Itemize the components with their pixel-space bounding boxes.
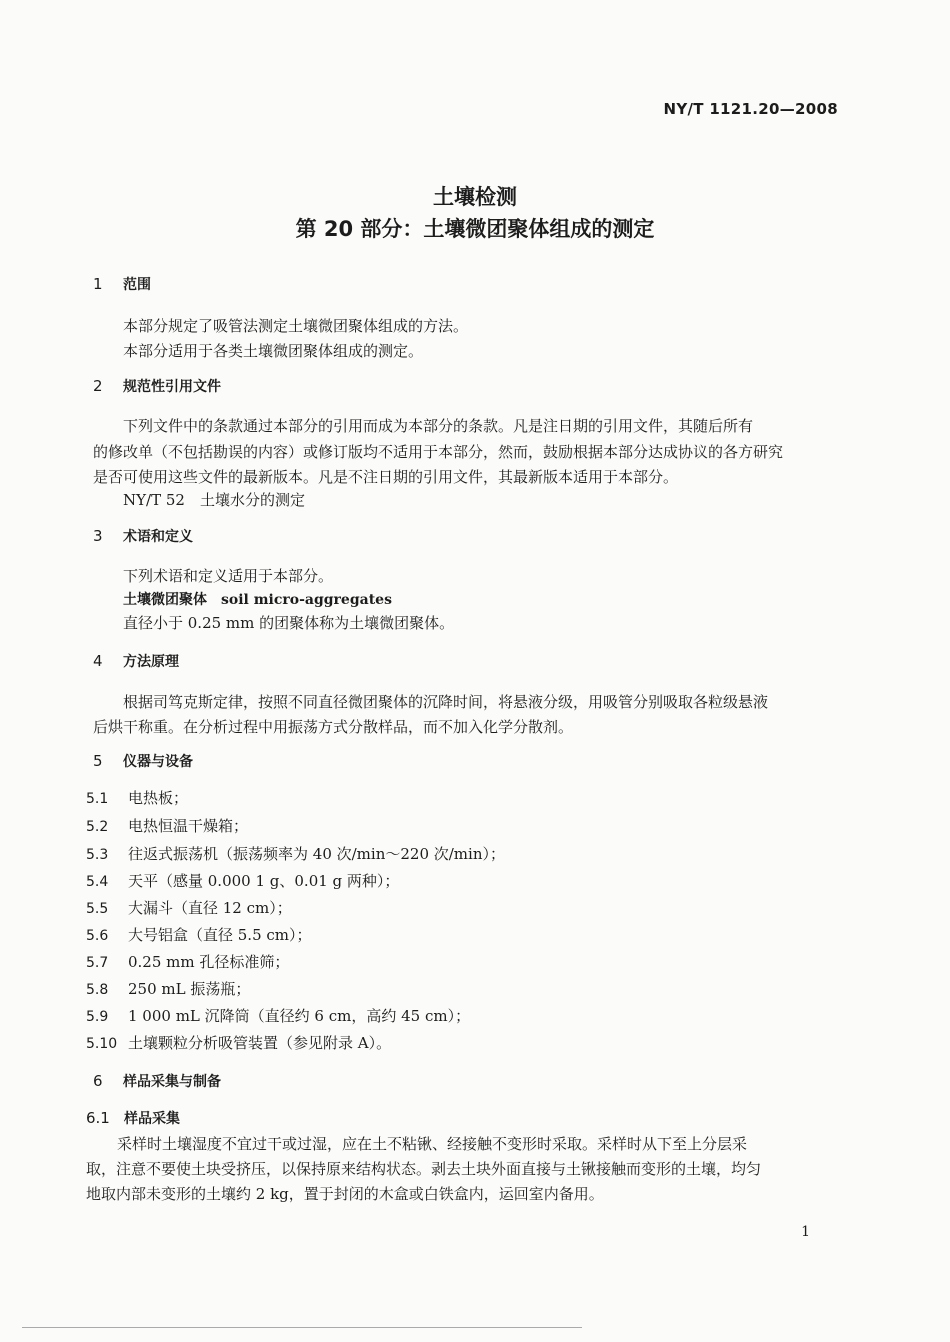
list-item — [86, 1005, 470, 1026]
section-number: 2 — [93, 377, 103, 395]
item-text: 往返式振荡机（振荡频率为 40 次/min～220 次/min）； — [128, 845, 505, 863]
section-number: 5 — [93, 752, 103, 770]
item-text: 0.25 mm 孔径标准筛； — [128, 953, 290, 971]
list-item — [86, 870, 399, 891]
item-text: 大号铝盒（直径 5.5 cm）； — [128, 926, 312, 944]
section-title: 方法原理 — [123, 654, 179, 670]
item-text: 1 000 mL 沉降筒（直径约 6 cm，高约 45 cm）； — [128, 1007, 471, 1025]
term-entry — [123, 587, 392, 612]
item-number: 5.10 — [86, 1036, 118, 1052]
item-number: 5.4 — [86, 874, 109, 890]
section-number: 6 — [93, 1072, 103, 1090]
term-chinese: 土壤微团聚体 — [123, 592, 207, 608]
section-heading-4 — [93, 651, 179, 671]
doc-subtitle: 第 20 部分：土壤微团聚体组成的测定 — [295, 217, 655, 241]
paragraph: 是否可使用这些文件的最新版本。凡是不注日期的引用文件，其最新版本适用于本部分。 — [93, 468, 679, 486]
page-number: 1 — [801, 1224, 810, 1240]
list-item — [86, 897, 292, 918]
subsection-title: 样品采集 — [124, 1111, 180, 1127]
subsection-number: 6.1 — [86, 1109, 110, 1127]
item-text: 电热板； — [128, 789, 189, 807]
item-text: 大漏斗（直径 12 cm）； — [128, 899, 292, 917]
paragraph: 根据司笃克斯定律，按照不同直径微团聚体的沉降时间，将悬液分级，用吸管分别吸取各粒级悬液 — [123, 693, 769, 711]
section-title: 范围 — [123, 277, 151, 293]
list-item — [86, 924, 312, 945]
item-number: 5.3 — [86, 847, 109, 863]
list-item — [86, 1032, 391, 1053]
subsection-heading-6-1 — [86, 1108, 180, 1128]
doc-title: 土壤检测 — [433, 185, 517, 209]
paragraph: 的修改单（不包括勘误的内容）或修订版均不适用于本部分，然而，鼓励根据本部分达成协议的各方研究 — [93, 443, 784, 461]
paragraph: 下列文件中的条款通过本部分的引用而成为本部分的条款。凡是注日期的引用文件，其随后所有 — [123, 417, 754, 435]
section-title: 样品采集与制备 — [123, 1074, 221, 1090]
section-heading-5 — [93, 751, 193, 771]
item-number: 5.5 — [86, 901, 109, 917]
item-text: 250 mL 振荡瓶； — [128, 980, 251, 998]
item-number: 5.2 — [86, 819, 109, 835]
section-title: 规范性引用文件 — [123, 379, 221, 395]
term-english: soil micro-aggregates — [221, 592, 392, 608]
footer-divider — [22, 1327, 582, 1328]
item-text: 天平（感量 0.000 1 g、0.01 g 两种）； — [128, 872, 400, 890]
section-heading-2 — [93, 376, 221, 396]
term-definition: 直径小于 0.25 mm 的团聚体称为土壤微团聚体。 — [123, 614, 455, 632]
standard-code: NY/T 1121.20—2008 — [663, 100, 838, 118]
item-number: 5.8 — [86, 982, 109, 998]
paragraph: 采样时土壤湿度不宜过干或过湿，应在土不粘锹、经接触不变形时采取。采样时从下至上分层采 — [117, 1135, 748, 1153]
section-title: 术语和定义 — [123, 529, 193, 545]
list-item — [86, 978, 250, 999]
list-item — [86, 815, 248, 836]
list-item — [86, 951, 289, 972]
section-number: 3 — [93, 527, 103, 545]
paragraph: 本部分规定了吸管法测定土壤微团聚体组成的方法。 — [123, 317, 469, 335]
section-heading-1 — [93, 274, 151, 294]
section-heading-3 — [93, 526, 193, 546]
item-number: 5.7 — [86, 955, 109, 971]
item-number: 5.6 — [86, 928, 109, 944]
paragraph: 取，注意不要使土块受挤压，以保持原来结构状态。剥去土块外面直接与土锹接触而变形的土壤，均匀 — [86, 1160, 762, 1178]
item-text: 电热恒温干燥箱； — [128, 817, 249, 835]
section-title: 仪器与设备 — [123, 754, 193, 770]
paragraph: 本部分适用于各类土壤微团聚体组成的测定。 — [123, 342, 424, 360]
item-number: 5.1 — [86, 791, 109, 807]
paragraph: 后烘干称重。在分析过程中用振荡方式分散样品，而不加入化学分散剂。 — [93, 718, 574, 736]
item-number: 5.9 — [86, 1009, 109, 1025]
section-heading-6 — [93, 1071, 221, 1091]
list-item — [86, 787, 188, 808]
paragraph: 下列术语和定义适用于本部分。 — [123, 567, 334, 585]
item-text: 土壤颗粒分析吸管装置（参见附录 A）。 — [128, 1034, 392, 1052]
reference-item: NY/T 52 土壤水分的测定 — [123, 491, 305, 509]
section-number: 4 — [93, 652, 103, 670]
list-item — [86, 843, 505, 864]
section-number: 1 — [93, 275, 103, 293]
paragraph: 地取内部未变形的土壤约 2 kg，置于封闭的木盒或白铁盒内，运回室内备用。 — [86, 1185, 604, 1203]
